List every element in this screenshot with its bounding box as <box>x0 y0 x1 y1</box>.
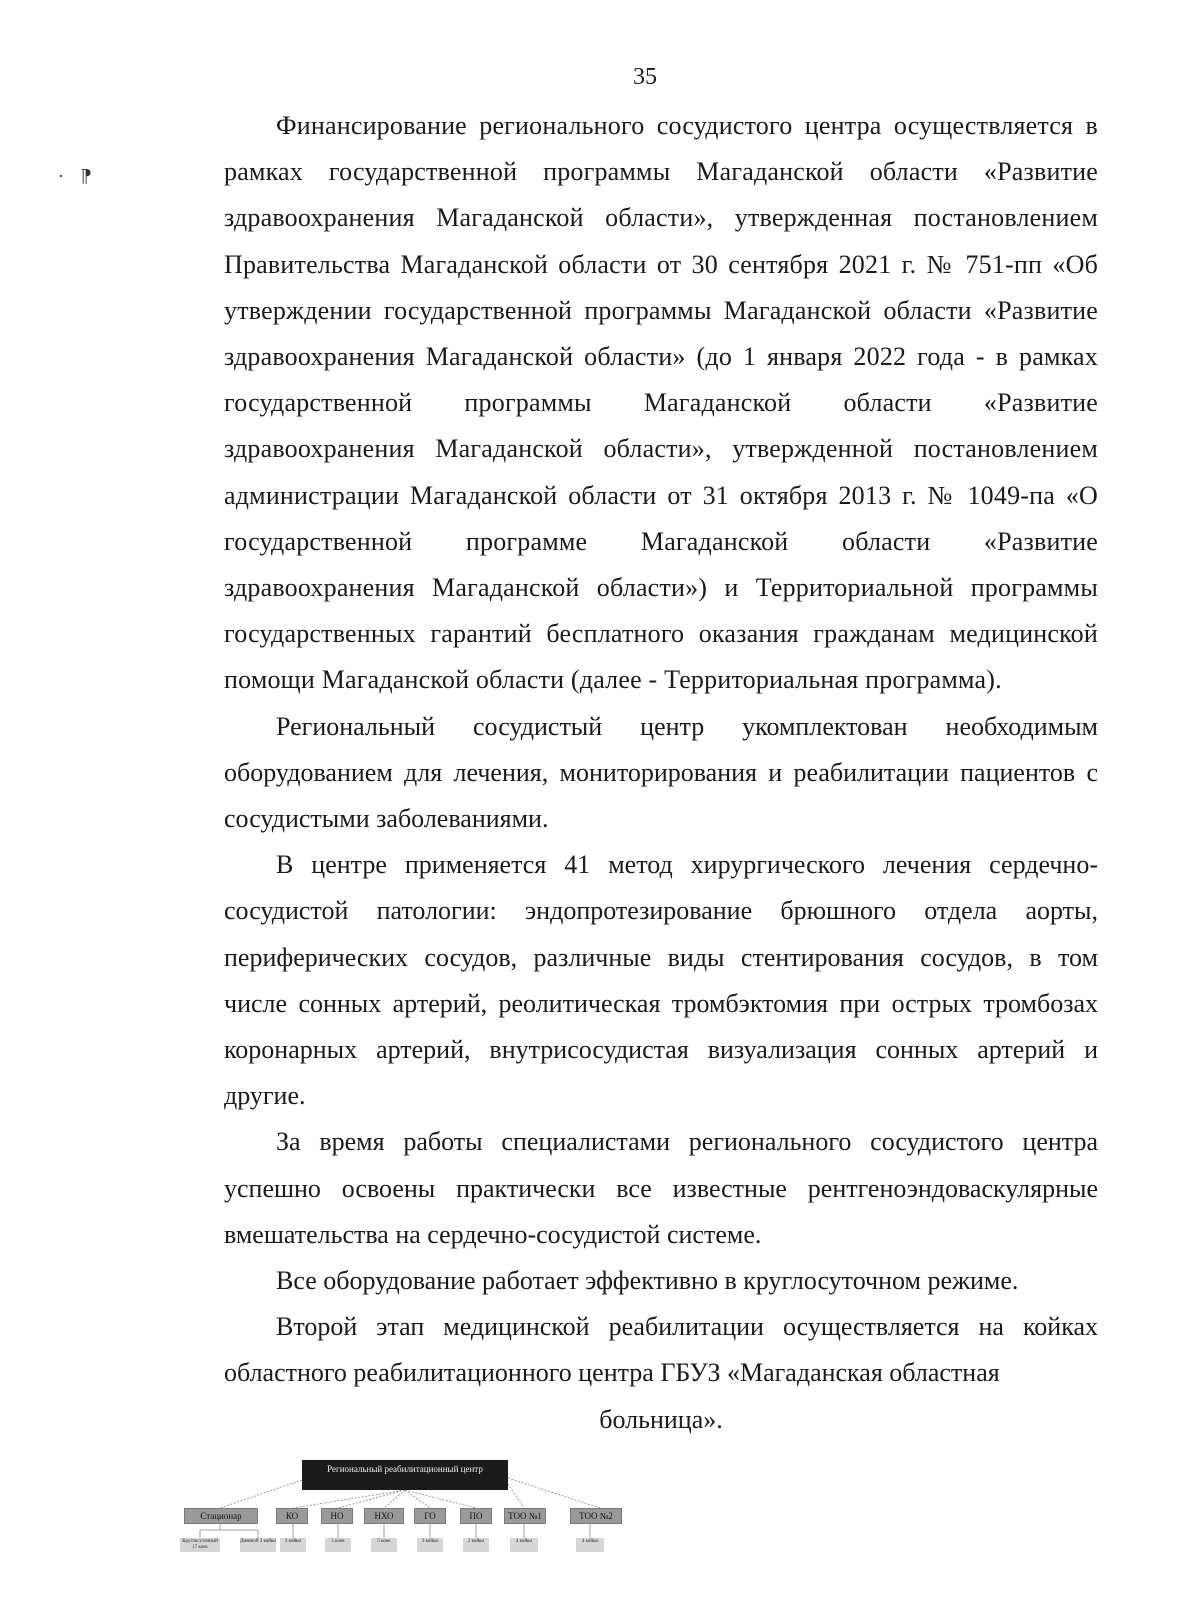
diagram-leaf: 5 коек <box>371 1538 397 1552</box>
paragraph-interventions: За время работы специалистами регионального сосудистого центра успешно освоены практически все известные рентгеноэндоваскулярные вмешательства на сердечно-сосудистой системе. <box>224 1127 1098 1249</box>
diagram-leaf: 3 койки <box>280 1538 306 1552</box>
paragraph-equipment: Региональный сосудистый центр укомплектован необходимым оборудованием для лечения, мониторирования и реабилитации пациентов с сосудистыми заболеваниями. <box>224 711 1098 834</box>
diagram-node: КО <box>276 1508 308 1524</box>
diagram-leaf: Дневной 3 койки <box>240 1538 276 1552</box>
diagram-node: ТОО №2 <box>570 1508 622 1524</box>
diagram-leaf: 5 коек <box>325 1538 351 1552</box>
diagram-leaf: Круглосуточный 17 коек <box>180 1538 220 1552</box>
margin-scan-mark: · ⁋ <box>58 166 98 186</box>
diagram-node: ТОО №1 <box>504 1508 546 1524</box>
diagram-node: Стационар <box>184 1508 258 1524</box>
rehabilitation-structure-diagram <box>180 1460 650 1550</box>
diagram-leaf: 3 койки <box>417 1538 443 1552</box>
diagram-node: НО <box>321 1508 353 1524</box>
paragraph-round-the-clock: Все оборудование работает эффективно в круглосуточном режиме. <box>276 1266 1019 1296</box>
paragraph-methods: В центре применяется 41 метод хирургического лечения сердечно-сосудистой патологии: эндопротезирование брюшного отдела аорты, периферических сосудов, различные виды стентирования сосудов, в том числе сонных артерий, реолитическая тромбэктомия при острых тромбозах коронарных артерий, внутрисосудистая визуализация сонных артерий и другие. <box>224 850 1098 1111</box>
paragraph-financing: Финансирование регионального сосудистого центра осуществляется в рамках государственной программы Магаданской области «Развитие здравоохранения Магаданской области», утвержденная постановлением Правительства Магаданской области от 30 сентября 2021 г. № 751-пп «Об утверждении государственной программы Магаданской области «Развитие здравоохранения Магаданской области» (до 1 января 2022 года - в рамках государственной программы Магаданской области «Развитие здравоохранения Магаданской области», утвержденной постановлением администрации Магаданской области от 31 октября 2013 г. № 1049-па «О государственной программе Магаданской области «Развитие здравоохранения Магаданской области») и Территориальной программы государственных гарантий бесплатного оказания гражданам медицинской помощи Магаданской области (далее - Территориальная программа). <box>224 111 1098 695</box>
document-body <box>224 103 1098 1443</box>
diagram-node: НХО <box>364 1508 404 1524</box>
paragraph-rehabilitation-end: больница». <box>599 1404 723 1434</box>
diagram-node: ПО <box>460 1508 492 1524</box>
diagram-root-node: Региональный реабилитационный центр <box>302 1460 508 1490</box>
diagram-leaf: 2 койки <box>463 1538 489 1552</box>
diagram-node: ГО <box>414 1508 446 1524</box>
diagram-leaf: 4 койки <box>510 1538 538 1552</box>
page-number: 35 <box>633 64 657 90</box>
diagram-leaf: 4 койки <box>576 1538 604 1552</box>
paragraph-rehabilitation: Второй этап медицинской реабилитации осуществляется на койках областного реабилитационного центра ГБУЗ «Магаданская областная <box>224 1312 1098 1388</box>
